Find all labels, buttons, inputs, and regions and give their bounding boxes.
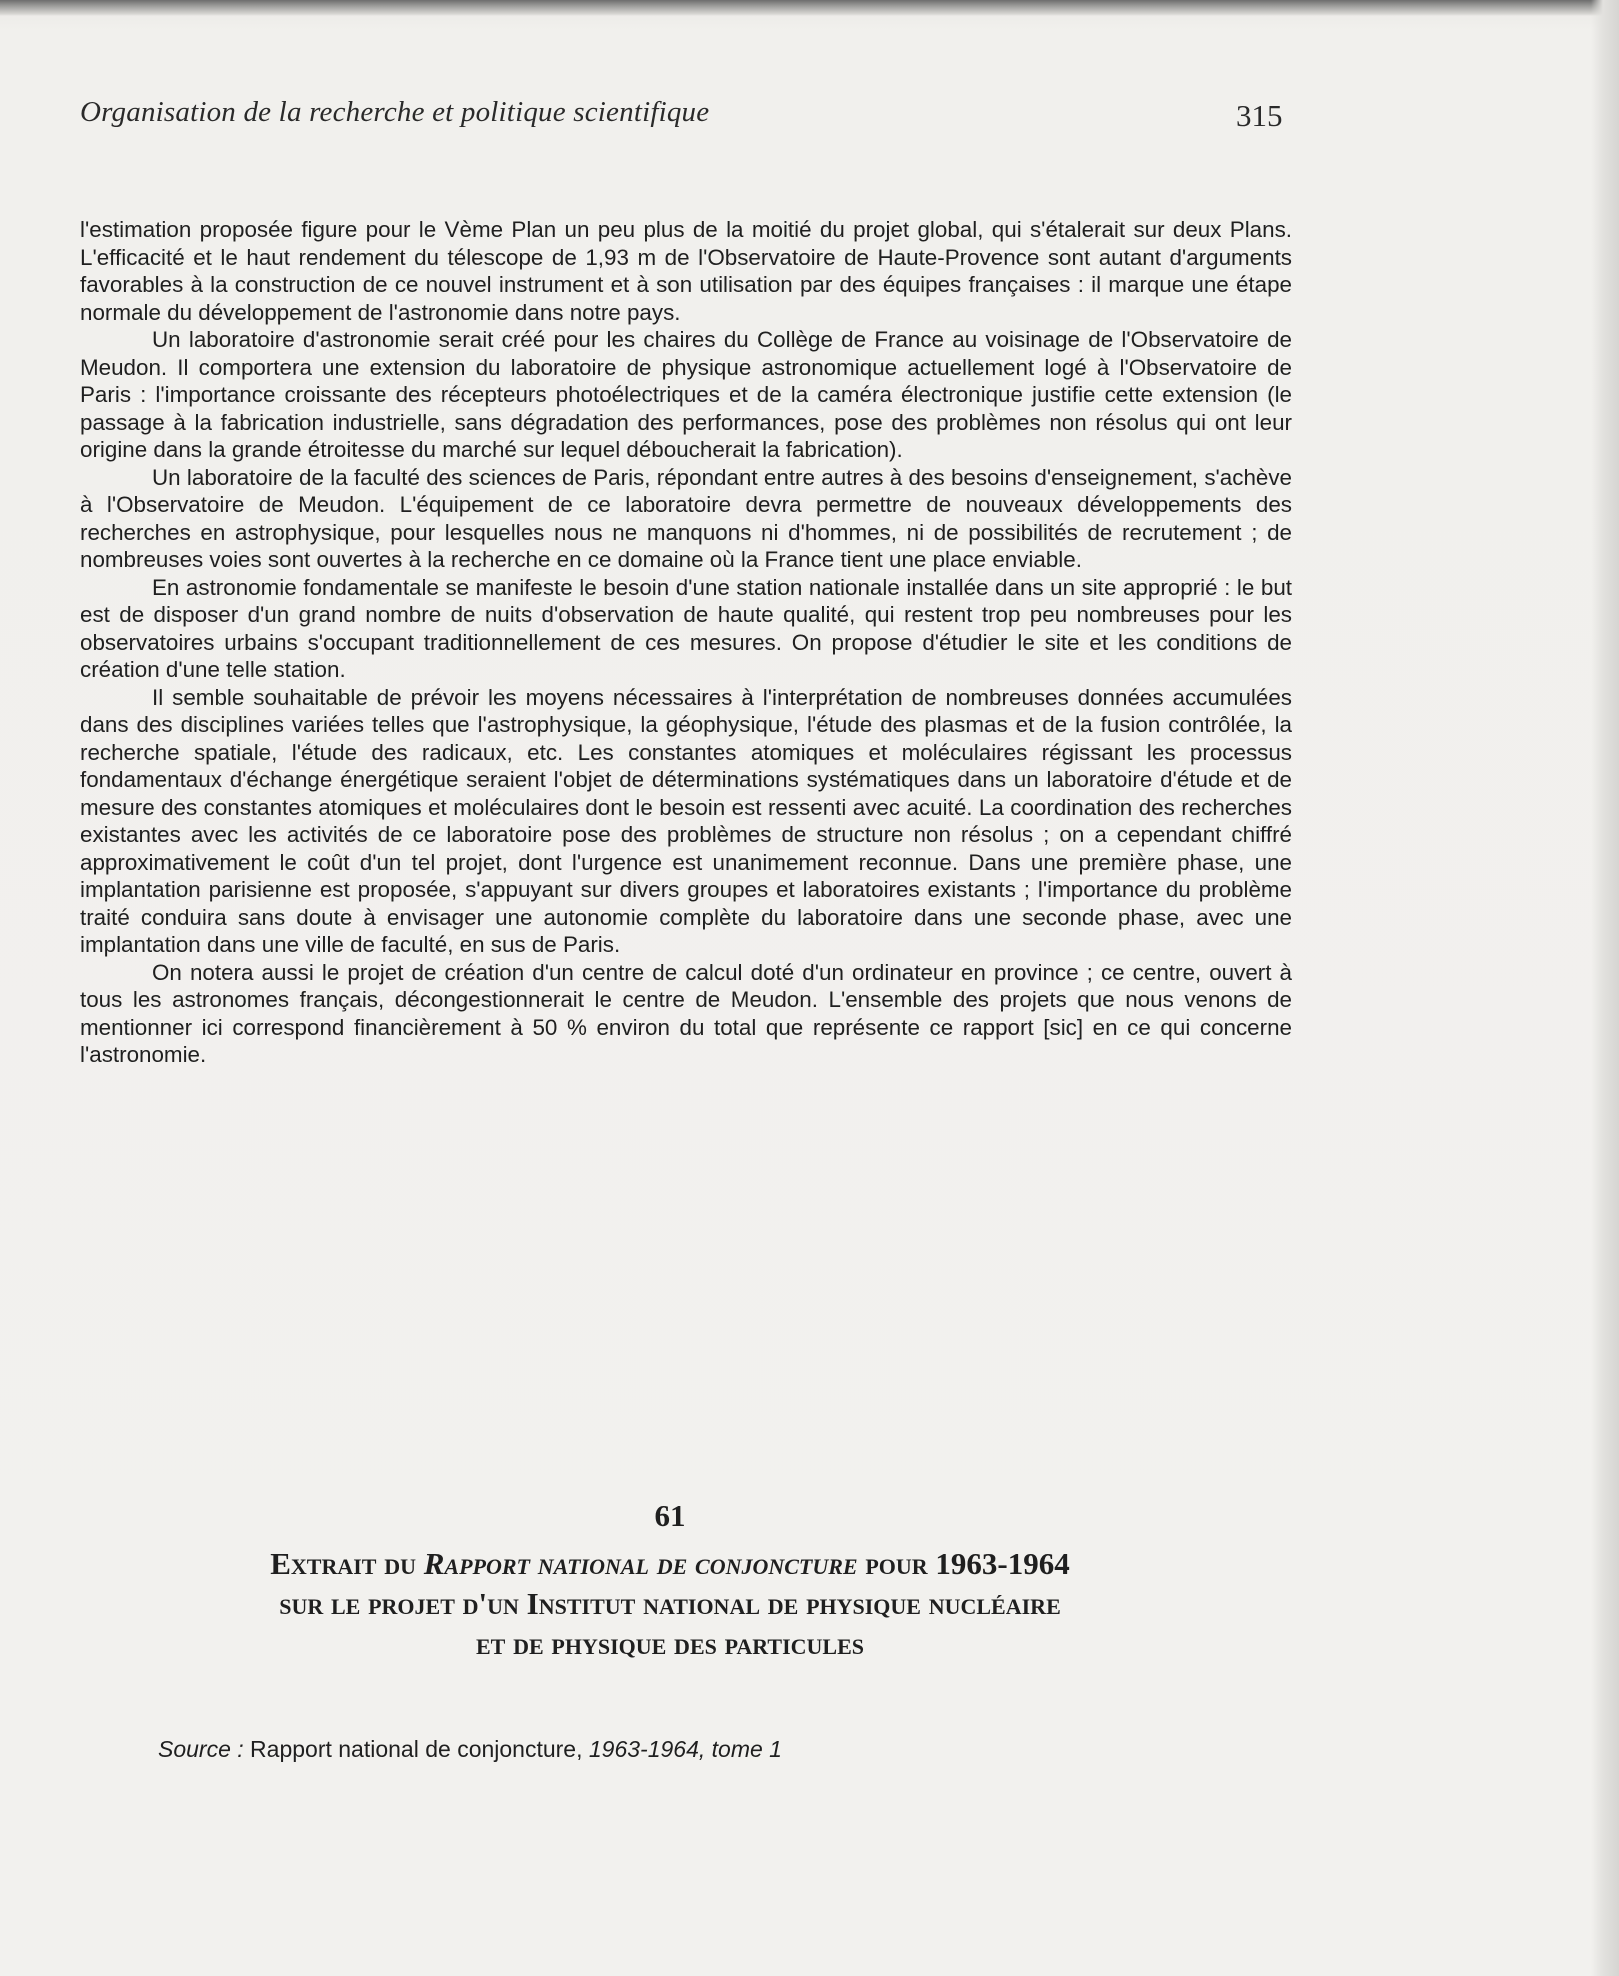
- source-label: Source :: [158, 1736, 244, 1762]
- section-title-text-b: pour 1963-1964: [857, 1546, 1070, 1581]
- paragraph-6: On notera aussi le projet de création d'un centre de calcul doté d'un ordinateur en province ; ce centre, ouvert à tous les astronomes français, décongestionnerait le centre de Meudon. L'ensemble des projets que nous venons de mentionner ici correspond financièrement à 50 % environ du total que représente ce rapport [sic] en ce qui concerne l'astronomie.: [80, 959, 1292, 1067]
- section-title-line-2: sur le projet d'un Institut national de physique nucléaire: [279, 1586, 1061, 1621]
- section-title-italic: Rapport national de conjoncture: [423, 1546, 858, 1581]
- page-number: 315: [1236, 98, 1283, 133]
- section-title-line-1: [0, 1544, 1340, 1584]
- section-title: [0, 1544, 1340, 1664]
- paragraph-4: En astronomie fondamentale se manifeste le besoin d'une station nationale installée dans un site approprié : le but est de disposer d'un grand nombre de nuits d'observation de haute qualité, qui restent trop peu nombreuses pour les observatoires urbains s'occupant traditionnellement de ces mesures. On propose d'étudier le site et les conditions de création d'une telle station.: [80, 574, 1292, 682]
- running-head: Organisation de la recherche et politique scientifique: [80, 96, 710, 128]
- section-title-line-3: et de physique des particules: [475, 1626, 865, 1661]
- source-detail: 1963-1964, tome 1: [582, 1736, 782, 1762]
- paragraph-3: Un laboratoire de la faculté des sciences de Paris, répondant entre autres à des besoins d'enseignement, s'achève à l'Observatoire de Meudon. L'équipement de ce laboratoire devra permettre de nouveaux développements des recherches en astrophysique, pour lesquelles nous ne manquons ni d'hommes, ni de possibilités de recrutement ; de nombreuses voies sont ouvertes à la recherche en ce domaine où la France tient une place enviable.: [80, 464, 1292, 572]
- section-title-text-a: Extrait du: [270, 1546, 424, 1581]
- paragraph-1: l'estimation proposée figure pour le Vème Plan un peu plus de la moitié du projet global, qui s'étalerait sur deux Plans. L'efficacité et le haut rendement du télescope de 1,93 m de l'Observatoire de Haute-Provence sont autant d'arguments favorables à la construction de ce nouvel instrument et à son utilisation par des équipes françaises : il marque une étape normale du développement de l'astronomie dans notre pays.: [80, 217, 1292, 325]
- page-top-edge-shadow: [0, 0, 1619, 16]
- section-number: 61: [654, 1498, 686, 1533]
- paragraph-5: Il semble souhaitable de prévoir les moyens nécessaires à l'interprétation de nombreuses données accumulées dans des disciplines variées telles que l'astrophysique, la géophysique, l'étude des plasmas et de la fusion contrôlée, la recherche spatiale, l'étude des radicaux, etc. Les constantes atomiques et moléculaires régissant les processus fondamentaux d'échange énergétique seraient l'objet de déterminations systématiques dans un laboratoire d'étude et de mesure des constantes atomiques et moléculaires dont le besoin est ressenti avec acuité. La coordination des recherches existantes avec les activités de ce laboratoire pose des problèmes de structure non résolus ; on a cependant chiffré approximativement le coût d'un tel projet, dont l'urgence est unanimement reconnue. Dans une première phase, une implantation parisienne est proposée, s'appuyant sur divers groupes et laboratoires existants ; l'importance du problème traité conduira sans doute à envisager une autonomie complète du laboratoire dans une seconde phase, avec une implantation dans une ville de faculté, en sus de Paris.: [80, 684, 1292, 957]
- source-line: [158, 1736, 782, 1763]
- source-text: Rapport national de conjoncture,: [243, 1736, 583, 1762]
- page-right-edge-shadow: [1591, 0, 1619, 1976]
- paragraph-2: Un laboratoire d'astronomie serait créé pour les chaires du Collège de France au voisinage de l'Observatoire de Meudon. Il comportera une extension du laboratoire de physique astronomique actuellement logé à l'Observatoire de Paris : l'importance croissante des récepteurs photoélectriques et de la caméra électronique justifie cette extension (le passage à la fabrication industrielle, sans dégradation des performances, pose des problèmes non résolus qui ont leur origine dans la grande étroitesse du marché sur lequel déboucherait la fabrication).: [80, 327, 1292, 462]
- body-text: [80, 216, 1292, 1069]
